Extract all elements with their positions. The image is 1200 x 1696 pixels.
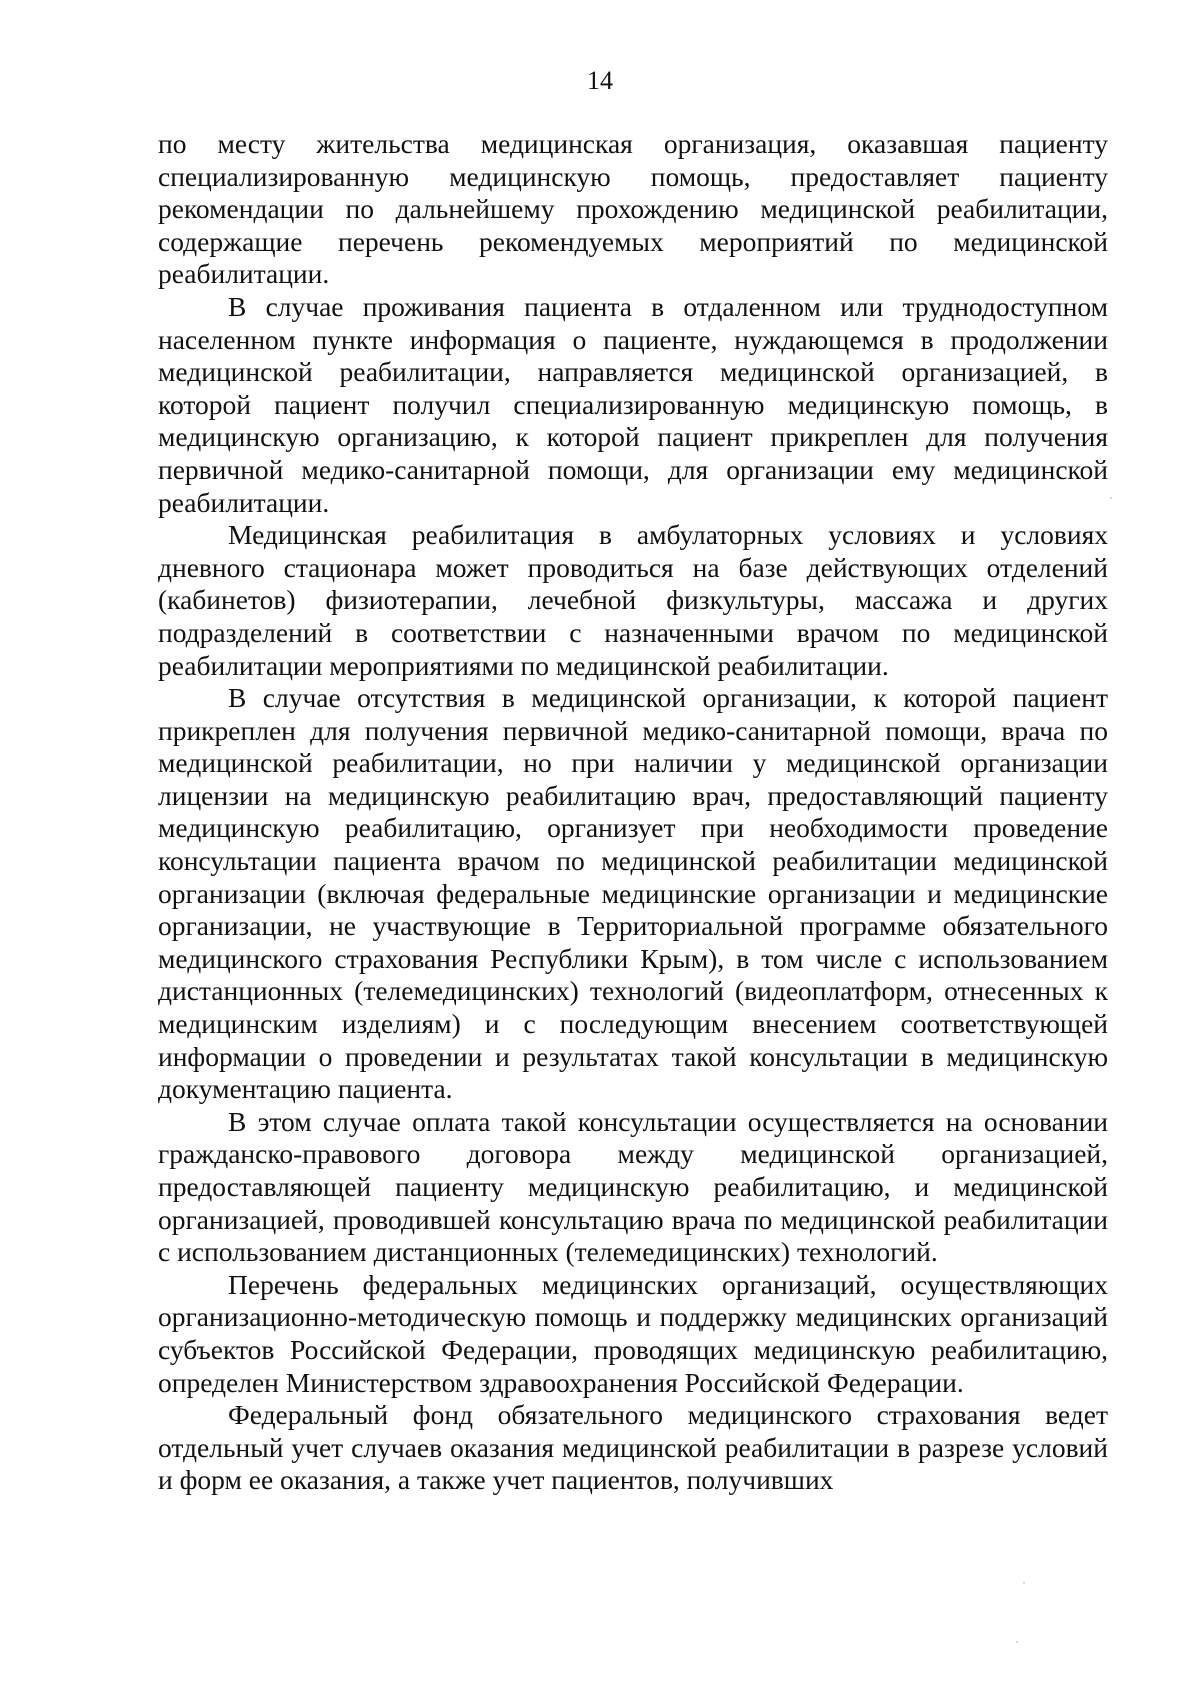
scan-speck: [1016, 1641, 1018, 1643]
paragraph-no-rehab-doctor: В случае отсутствия в медицинской организации, к которой пациент прикреплен для получения первичной медико-санитарной помощи, врача по медицинской реабилитации, но при наличии у медицинской организации лицензии на медицинскую реабилитацию врач, предоставляющий пациенту медицинскую реабилитацию, организует при необходимости проведение консультации пациента врачом по медицинской реабилитации медицинской организации (включая федеральные медицинские организации и медицинские организации, не участвующие в Территориальной программе обязательного медицинского страхования Республики Крым), в том числе с использованием дистанционных (телемедицинских) технологий (видеоплатформ, отнесенных к медицинским изделиям) и с последующим внесением соответствующей информации о проведении и результатах такой консультации в медицинскую документацию пациента.: [158, 682, 1108, 1105]
paragraph-continuation: по месту жительства медицинская организация, оказавшая пациенту специализированную медицинскую помощь, предоставляет пациенту рекомендации по дальнейшему прохождению медицинской реабилитации, содержащие перечень рекомендуемых мероприятий по медицинской реабилитации.: [158, 128, 1108, 290]
scan-speck: [1110, 497, 1112, 499]
paragraph-outpatient-rehab: Медицинская реабилитация в амбулаторных условиях и условиях дневного стационара может проводиться на базе действующих отделений (кабинетов) физиотерапии, лечебной физкультуры, массажа и других подразделений в соответствии с назначенными врачом по медицинской реабилитации мероприятиями по медицинской реабилитации.: [158, 519, 1108, 681]
page-number: 14: [587, 66, 613, 95]
scan-speck: [1023, 1582, 1025, 1584]
paragraph-remote-settlement: В случае проживания пациента в отдаленном или труднодоступном населенном пункте информация о пациенте, нуждающемся в продолжении медицинской реабилитации, направляется медицинской организацией, в которой пациент получил специализированную медицинскую помощь, в медицинскую организацию, к которой пациент прикреплен для получения первичной медико-санитарной помощи, для организации ему медицинской реабилитации.: [158, 290, 1108, 518]
body-text: [158, 128, 1108, 1497]
paragraph-federal-organizations-list: Перечень федеральных медицинских организаций, осуществляющих организационно-методическую помощь и поддержку медицинских организаций субъектов Российской Федерации, проводящих медицинскую реабилитацию, определен Министерством здравоохранения Российской Федерации.: [158, 1268, 1108, 1398]
paragraph-consultation-payment: В этом случае оплата такой консультации осуществляется на основании гражданско-правового договора между медицинской организацией, предоставляющей пациенту медицинскую реабилитацию, и медицинской организацией, проводившей консультацию врача по медицинской реабилитации с использованием дистанционных (телемедицинских) технологий.: [158, 1105, 1108, 1268]
paragraph-federal-fund-accounting: Федеральный фонд обязательного медицинского страхования ведет отдельный учет случаев оказания медицинской реабилитации в разрезе условий и форм ее оказания, а также учет пациентов, получивших: [158, 1399, 1108, 1496]
